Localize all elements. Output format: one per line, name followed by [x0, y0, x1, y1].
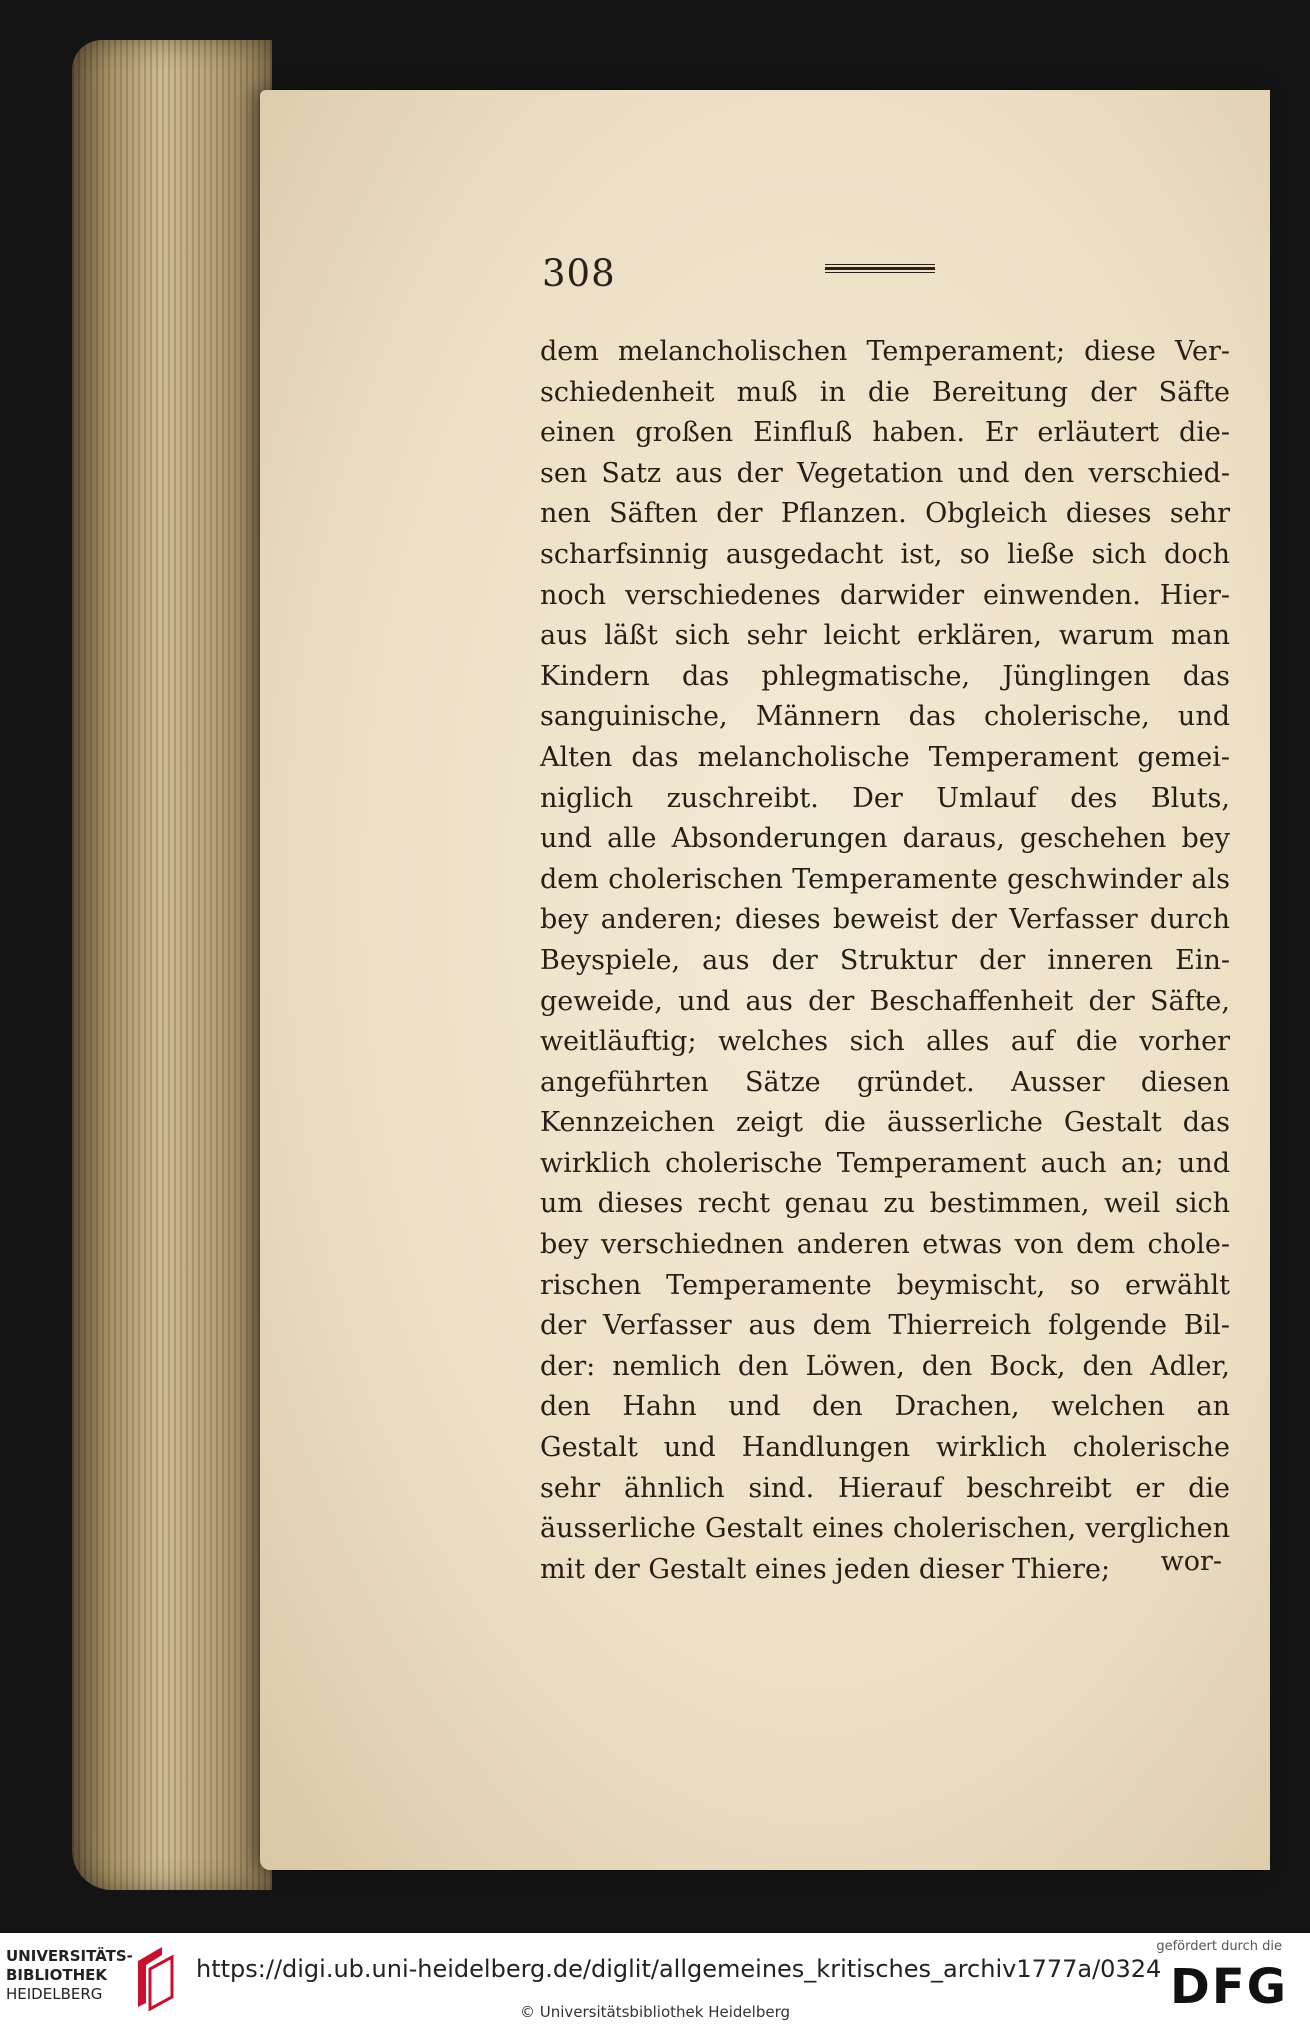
- text-line: niglich zuschreibt. Der Umlauf des Bluts,: [540, 782, 1230, 814]
- text-line: und alle Absonderungen daraus, geschehen bey: [540, 823, 1230, 855]
- funded-by-label: gefördert durch die: [1156, 1939, 1282, 1954]
- text-line: dem cholerischen Temperamente geschwinder als: [540, 863, 1230, 895]
- header-ornament-rule: [825, 264, 935, 278]
- text-line: scharfsinnig ausgedacht ist, so ließe sich doch: [540, 538, 1230, 570]
- text-line: Kindern das phlegmatische, Jünglingen das: [540, 660, 1230, 692]
- text-line: mit der Gestalt eines jeden dieser Thiere;: [540, 1553, 1111, 1585]
- text-line: rischen Temperamente beymischt, so erwählt: [540, 1269, 1230, 1301]
- text-line: der: nemlich den Löwen, den Bock, den Adler,: [540, 1350, 1230, 1382]
- text-line: sehr ähnlich sind. Hierauf beschreibt er die: [540, 1472, 1230, 1504]
- page-number: 308: [542, 252, 616, 295]
- text-line: der Verfasser aus dem Thierreich folgende Bil-: [540, 1310, 1230, 1342]
- page-block-edge: [72, 40, 272, 1890]
- text-line: sen Satz aus der Vegetation und den verschied-: [540, 457, 1230, 489]
- library-logo-icon: [132, 1941, 178, 2011]
- text-line: Gestalt und Handlungen wirklich cholerische: [540, 1432, 1230, 1464]
- text-line: einen großen Einfluß haben. Er erläutert die-: [540, 417, 1230, 449]
- text-line: Beyspiele, aus der Struktur der inneren Ein-: [540, 944, 1230, 976]
- library-name-line: UNIVERSITÄTS-: [6, 1947, 133, 1965]
- text-line: aus läßt sich sehr leicht erklären, warum man: [540, 620, 1230, 652]
- text-line: sanguinische, Männern das cholerische, und: [540, 701, 1230, 733]
- copyright-notice: © Universitätsbibliothek Heidelberg: [519, 2003, 790, 2021]
- viewer-footer: [0, 1933, 1310, 2027]
- dfg-logo: DFG: [1169, 1959, 1288, 2015]
- text-line: Kennzeichen zeigt die äusserliche Gestalt das: [540, 1107, 1230, 1139]
- text-line: noch verschiedenes darwider einwenden. Hier-: [540, 579, 1230, 611]
- library-name-line: HEIDELBERG: [6, 1985, 103, 2003]
- text-line: Alten das melancholische Temperament gemei-: [540, 741, 1230, 773]
- permalink-url[interactable]: https://digi.ub.uni-heidelberg.de/diglit/allgemeines_kritisches_archiv1777a/0324: [196, 1955, 1162, 1983]
- text-line: bey anderen; dieses beweist der Verfasser durch: [540, 904, 1230, 936]
- text-line: angeführten Sätze gründet. Ausser diesen: [540, 1066, 1230, 1098]
- text-line: wirklich cholerische Temperament auch an; und: [540, 1147, 1230, 1179]
- text-line: äusserliche Gestalt eines cholerischen, verglichen: [540, 1513, 1230, 1545]
- text-line: den Hahn und den Drachen, welchen an: [540, 1391, 1230, 1423]
- text-line: um dieses recht genau zu bestimmen, weil sich: [540, 1188, 1230, 1220]
- text-line: schiedenheit muß in die Bereitung der Säfte: [540, 376, 1230, 408]
- text-line: dem melancholischen Temperament; diese Ver-: [540, 336, 1230, 367]
- text-line: weitläuftig; welches sich alles auf die vorher: [540, 1026, 1230, 1058]
- catchword: wor-: [1160, 1546, 1222, 1577]
- page-body-text: [540, 332, 1230, 1590]
- text-line: bey verschiednen anderen etwas von dem chole-: [540, 1229, 1230, 1261]
- library-name-line: BIBLIOTHEK: [6, 1966, 107, 1984]
- text-line: geweide, und aus der Beschaffenheit der Säfte,: [540, 985, 1230, 1017]
- text-line: nen Säften der Pflanzen. Obgleich dieses sehr: [540, 498, 1230, 530]
- library-name: [6, 1947, 136, 2004]
